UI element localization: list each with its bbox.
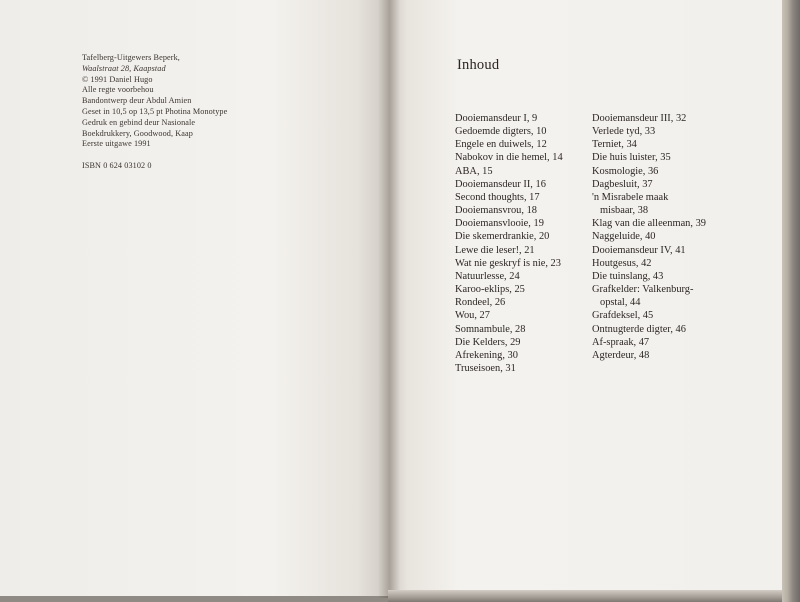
toc-entry: Dooiemansvrou, 18 — [455, 205, 537, 217]
toc-entry: Agterdeur, 48 — [592, 349, 650, 361]
imprint-line: Geset in 10,5 op 13,5 pt Photina Monotype — [82, 106, 228, 116]
imprint-line: Bandontwerp deur Abdul Amien — [82, 96, 192, 106]
toc-entry: Af-spraak, 47 — [592, 336, 650, 348]
toc-entry: Kosmologie, 36 — [592, 165, 659, 177]
toc-entry: Somnambule, 28 — [455, 323, 526, 335]
toc-entry: Wat nie geskryf is nie, 23 — [455, 257, 561, 269]
toc-entry: Dagbesluit, 37 — [592, 178, 653, 190]
imprint-line: Alle regte voorbehou — [82, 85, 154, 95]
toc-entry: Grafkelder: Valkenburg- — [592, 284, 694, 296]
toc-entry: Engele en duiwels, 12 — [455, 139, 547, 151]
right-page — [388, 0, 782, 590]
toc-entry: Karoo-eklips, 25 — [455, 284, 525, 296]
toc-title: Inhoud — [457, 57, 500, 73]
page-edge-bottom — [388, 590, 782, 602]
toc-entry: Ontnugterde digter, 46 — [592, 323, 686, 335]
toc-entry: Die skemerdrankie, 20 — [455, 231, 550, 243]
toc-entry: Klag van die alleenman, 39 — [592, 218, 706, 230]
toc-column-1 — [455, 112, 563, 375]
imprint-line: Boekdrukkery, Goodwood, Kaap — [82, 128, 193, 138]
imprint-spacer — [82, 150, 227, 161]
imprint-line: Eerste uitgawe 1991 — [82, 139, 151, 149]
toc-entry-continuation: misbaar, 38 — [600, 205, 649, 217]
toc-entry: Die tuinslang, 43 — [592, 270, 664, 282]
isbn-line: ISBN 0 624 03102 0 — [82, 161, 152, 171]
toc-entry: Afrekening, 30 — [455, 349, 518, 361]
imprint-block — [82, 53, 227, 172]
toc-entry: Die huis luister, 35 — [592, 152, 671, 164]
toc-entry: Dooiemansdeur II, 16 — [455, 178, 546, 190]
toc-entry: 'n Misrabele maak — [592, 191, 669, 203]
toc-entry: Wou, 27 — [455, 310, 490, 322]
toc-entry: Die Kelders, 29 — [455, 336, 521, 348]
toc-entry: Second thoughts, 17 — [455, 191, 540, 203]
left-page — [0, 0, 388, 596]
imprint-line: © 1991 Daniel Hugo — [82, 74, 153, 84]
imprint-line: Tafelberg-Uitgewers Beperk, — [82, 53, 180, 62]
toc-entry: Terniet, 34 — [592, 139, 637, 151]
toc-entry: Lewe die leser!, 21 — [455, 244, 535, 256]
toc-entry: Rondeel, 26 — [455, 297, 506, 309]
toc-entry: Grafdeksel, 45 — [592, 310, 654, 322]
toc-entry: Houtgesus, 42 — [592, 257, 652, 269]
toc-entry: ABA, 15 — [455, 165, 493, 177]
toc-entry: Dooiemansdeur I, 9 — [455, 113, 538, 124]
toc-entry: Dooiemansdeur IV, 41 — [592, 244, 686, 256]
page-edge-right — [782, 0, 800, 602]
toc-entry: Dooiemansdeur III, 32 — [592, 113, 687, 124]
toc-entry: Verlede tyd, 33 — [592, 126, 656, 138]
imprint-line: Waalstraat 28, Kaapstad — [82, 63, 166, 73]
toc-entry: Gedoemde digters, 10 — [455, 126, 547, 138]
toc-entry: Natuurlesse, 24 — [455, 270, 520, 282]
toc-entry: Naggeluide, 40 — [592, 231, 656, 243]
toc-entry: Nabokov in die hemel, 14 — [455, 152, 563, 164]
toc-column-2 — [592, 112, 706, 362]
imprint-line: Gedruk en gebind deur Nasionale — [82, 117, 196, 127]
toc-entry: Dooiemansvlooie, 19 — [455, 218, 544, 230]
toc-entry-continuation: opstal, 44 — [600, 297, 641, 309]
toc-entry: Truseisoen, 31 — [455, 362, 516, 374]
